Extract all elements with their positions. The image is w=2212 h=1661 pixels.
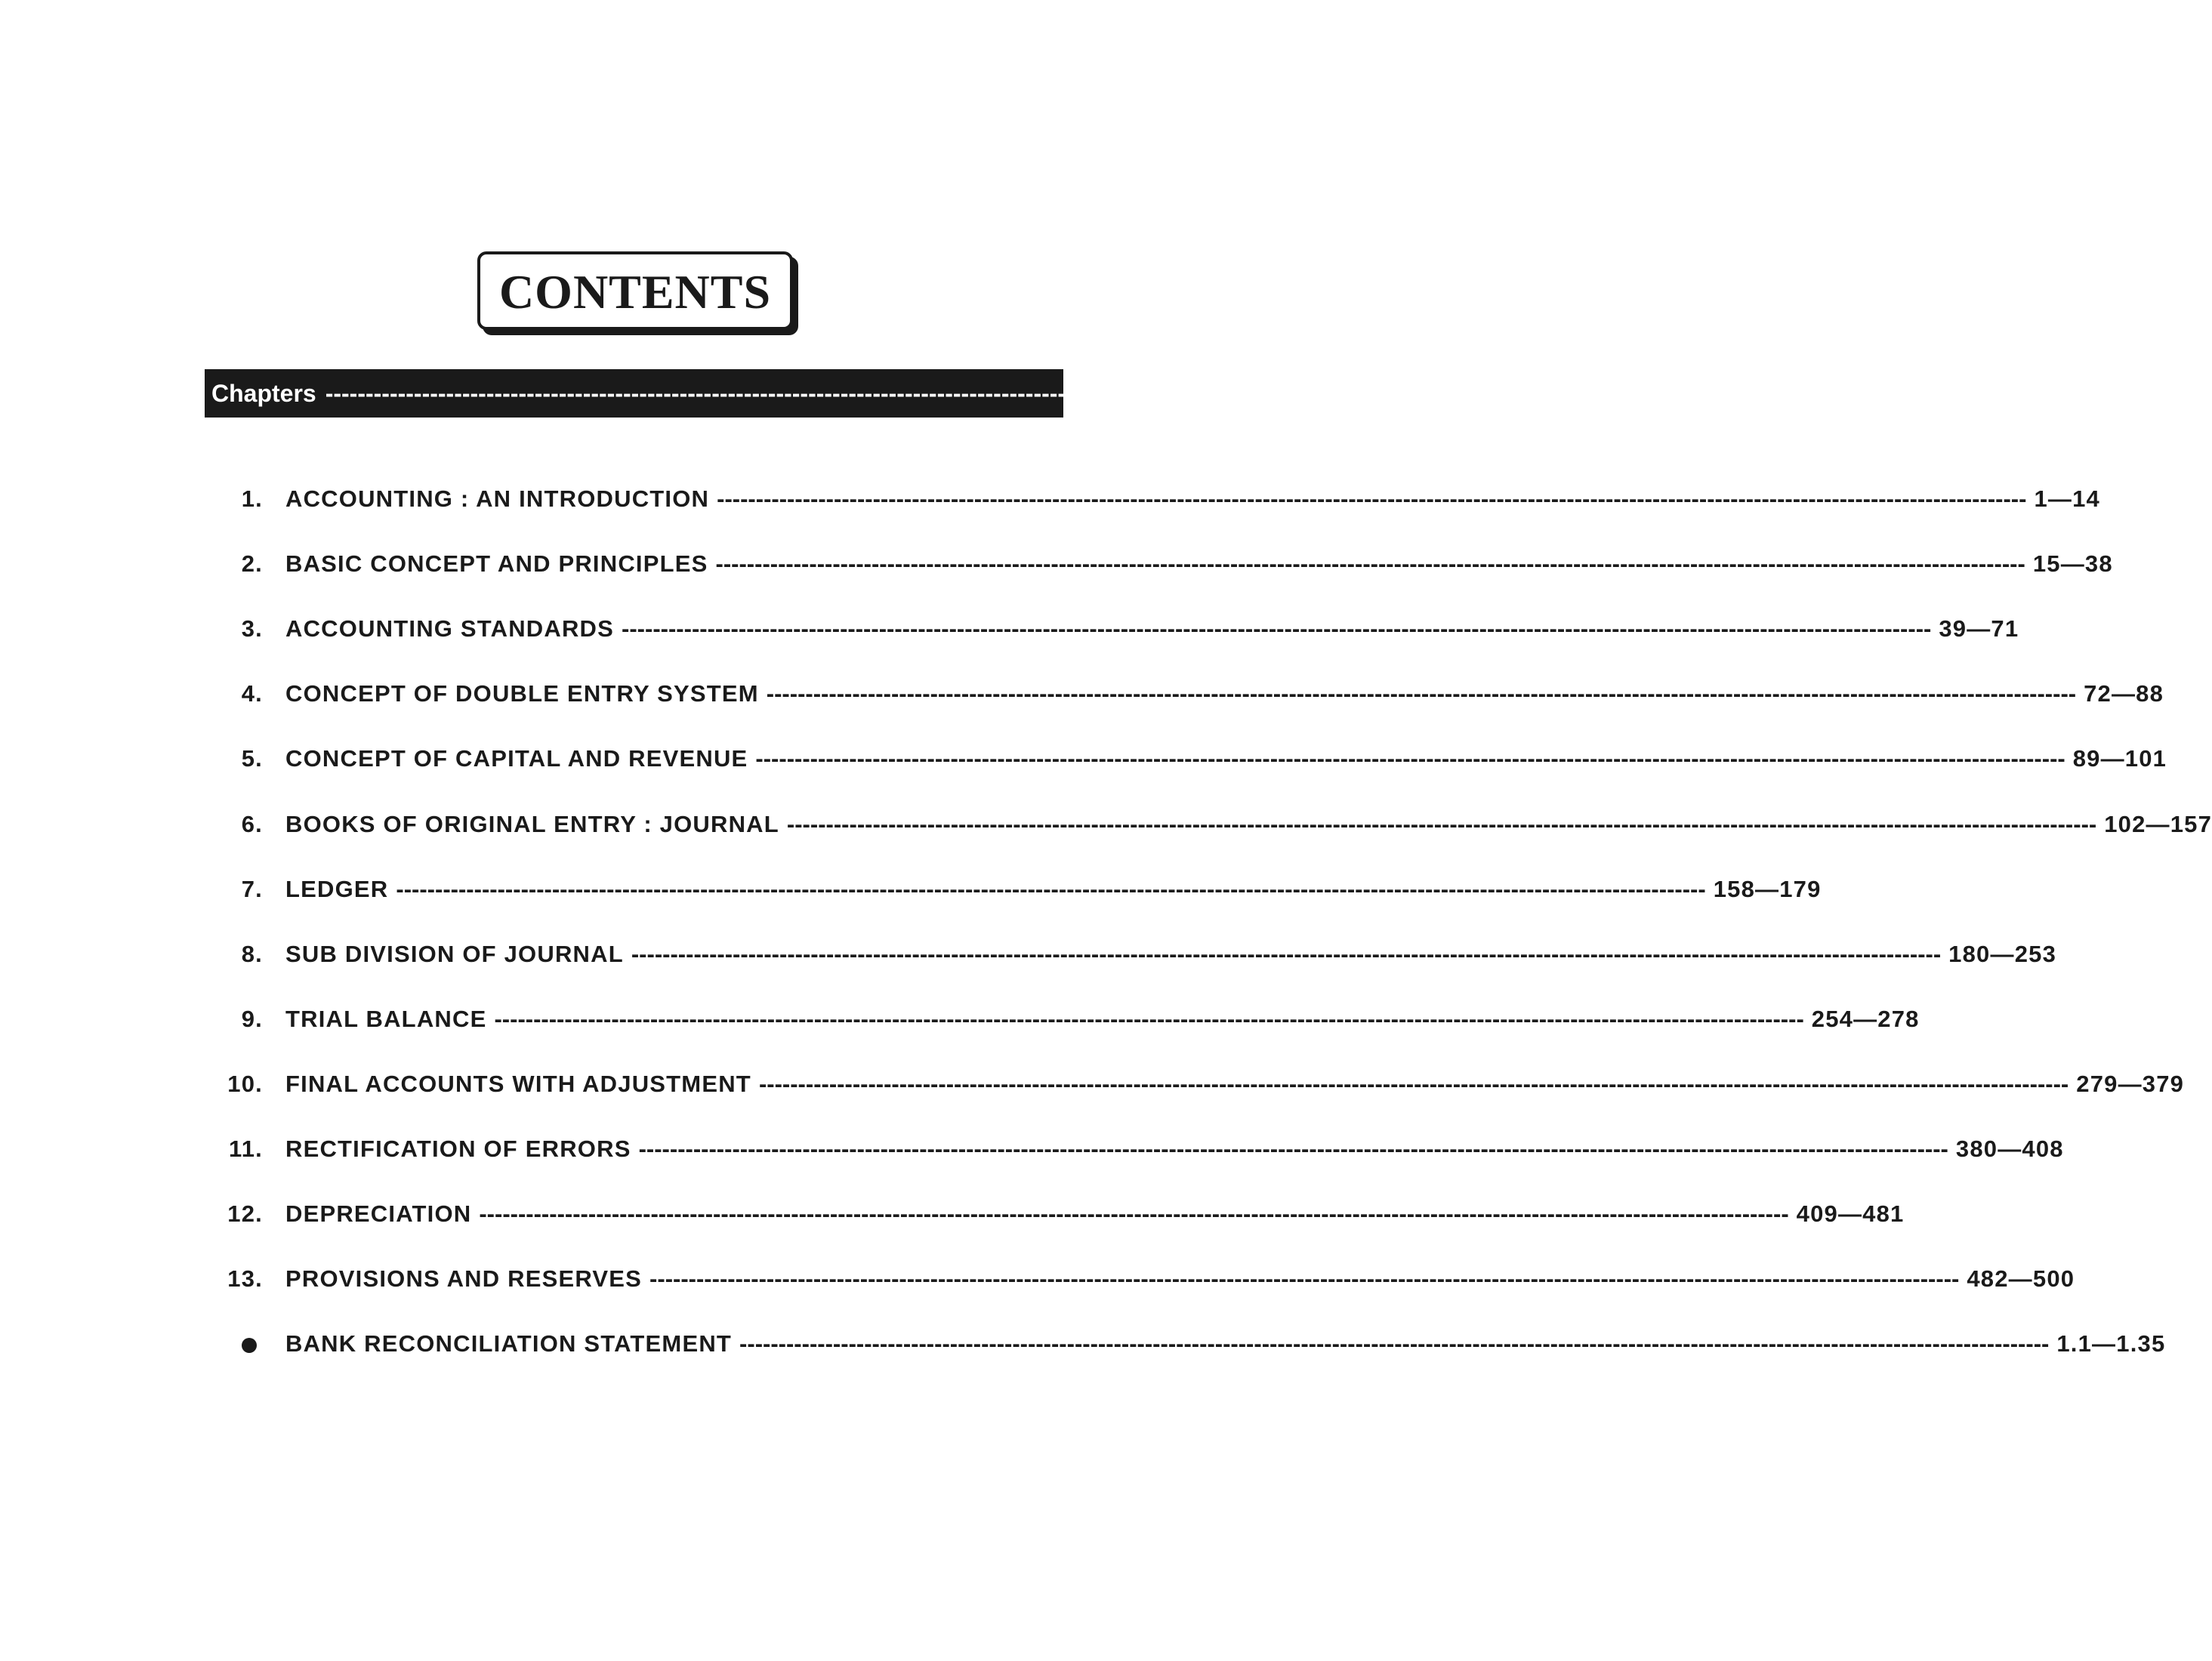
dot-leader: ------------------------------------------------------------------------------------------------------------------------------------------------------------------------ <box>717 485 2027 513</box>
dot-leader: ------------------------------------------------------------------------------------------------------------------------------------------------------------------------ <box>649 1265 1960 1293</box>
appendix-pages: 1.1—1.35 <box>2056 1330 2166 1357</box>
toc-row[interactable] <box>219 1117 2064 1182</box>
chapter-pages: 89—101 <box>2072 745 2167 772</box>
dot-leader: ------------------------------------------------------------------------------------------------------------------------------------------------------------------------ <box>638 1135 1948 1162</box>
chapter-number: 7. <box>241 875 263 902</box>
chapter-pages: 380—408 <box>1955 1135 2064 1162</box>
chapter-number: 2. <box>241 550 263 578</box>
chapter-pages: 482—500 <box>1967 1265 2075 1293</box>
dot-leader: ------------------------------------------------------------------------------------------------------------------------------------------------------------------------ <box>631 940 1942 967</box>
dot-leader: ------------------------------------------------------------------------------------------------------------------------------------------------------------------------ <box>739 1330 2050 1357</box>
chapter-pages: 1—14 <box>2034 485 2100 513</box>
chapter-pages: 39—71 <box>1939 615 2019 643</box>
chapter-title: ACCOUNTING : AN INTRODUCTION <box>285 485 710 513</box>
toc-row[interactable] <box>219 922 2057 987</box>
chapter-title: CONCEPT OF CAPITAL AND REVENUE <box>285 745 748 772</box>
toc-row[interactable] <box>219 987 1920 1052</box>
dot-leader: ------------------------------------------------------------------------------------------------------------------------------------------------------------------------ <box>715 550 2025 578</box>
chapter-title: TRIAL BALANCE <box>285 1005 487 1032</box>
chapter-title: LEDGER <box>285 875 389 902</box>
chapter-title: PROVISIONS AND RESERVES <box>285 1265 643 1293</box>
dot-leader: ------------------------------------------------------------------------------------------------------------------------------------------------------------------------ <box>766 680 2077 707</box>
header-leader: ------------------------------------------------------------------------------------------------------------------------------------------------------------------------ <box>325 379 1677 407</box>
bullet-icon <box>242 1338 257 1353</box>
contents-title-box <box>477 251 793 330</box>
toc-row[interactable] <box>219 532 2113 596</box>
chapter-title: RECTIFICATION OF ERRORS <box>285 1135 631 1162</box>
chapter-pages: 72—88 <box>2084 680 2164 707</box>
chapter-title: CONCEPT OF DOUBLE ENTRY SYSTEM <box>285 680 759 707</box>
chapter-title: DEPRECIATION <box>285 1200 472 1228</box>
chapter-number: 12. <box>227 1200 263 1228</box>
dot-leader: ------------------------------------------------------------------------------------------------------------------------------------------------------------------------ <box>622 615 1932 643</box>
chapter-title: BASIC CONCEPT AND PRINCIPLES <box>285 550 708 578</box>
toc-header-bar <box>205 369 1790 418</box>
chapter-number: 6. <box>241 810 263 837</box>
toc-row[interactable] <box>219 467 2100 532</box>
dot-leader: ------------------------------------------------------------------------------------------------------------------------------------------------------------------------ <box>396 875 1706 902</box>
chapter-title: FINAL ACCOUNTS WITH ADJUSTMENT <box>285 1070 751 1097</box>
chapter-title: ACCOUNTING STANDARDS <box>285 615 615 643</box>
toc-row[interactable] <box>219 661 2164 726</box>
chapter-number: 8. <box>241 940 263 967</box>
chapter-pages: 180—253 <box>1948 940 2057 967</box>
bullet-marker <box>219 1330 263 1357</box>
dot-leader: ------------------------------------------------------------------------------------------------------------------------------------------------------------------------ <box>755 745 2065 772</box>
chapter-number: 1. <box>241 485 263 513</box>
chapter-number: 11. <box>229 1135 263 1162</box>
chapter-pages: 409—481 <box>1796 1200 1905 1228</box>
toc-row[interactable] <box>219 726 2167 791</box>
toc-row[interactable] <box>219 1182 1905 1247</box>
chapter-number: 9. <box>241 1005 263 1032</box>
toc-row[interactable] <box>219 596 2019 661</box>
chapter-pages: 15—38 <box>2032 550 2113 578</box>
header-page-no-label: Page No. <box>1686 379 1790 407</box>
appendix-title: BANK RECONCILIATION STATEMENT <box>285 1330 733 1357</box>
dot-leader: ------------------------------------------------------------------------------------------------------------------------------------------------------------------------ <box>786 810 2097 837</box>
dot-leader: ------------------------------------------------------------------------------------------------------------------------------------------------------------------------ <box>758 1070 2069 1097</box>
dot-leader: ------------------------------------------------------------------------------------------------------------------------------------------------------------------------ <box>494 1005 1804 1032</box>
toc-row[interactable] <box>219 791 2212 856</box>
chapter-title: BOOKS OF ORIGINAL ENTRY : JOURNAL <box>285 810 779 837</box>
chapter-number: 3. <box>241 615 263 643</box>
toc-row[interactable] <box>219 1052 2185 1117</box>
toc-row[interactable] <box>219 857 1822 922</box>
page-title: CONTENTS <box>498 265 772 319</box>
dot-leader: ------------------------------------------------------------------------------------------------------------------------------------------------------------------------ <box>479 1200 1789 1228</box>
chapter-pages: 158—179 <box>1713 875 1822 902</box>
toc-list <box>219 467 2212 1376</box>
chapter-number: 10. <box>227 1070 263 1097</box>
chapter-title: SUB DIVISION OF JOURNAL <box>285 940 624 967</box>
header-chapters-label: Chapters <box>211 379 316 407</box>
chapter-number: 13. <box>227 1265 263 1293</box>
chapter-number: 4. <box>241 680 263 707</box>
toc-row[interactable] <box>219 1247 2075 1311</box>
chapter-pages: 279—379 <box>2076 1070 2185 1097</box>
chapter-pages: 254—278 <box>1811 1005 1920 1032</box>
chapter-number: 5. <box>241 745 263 772</box>
toc-row-appendix[interactable] <box>219 1311 2166 1376</box>
chapter-pages: 102—157 <box>2104 810 2212 837</box>
